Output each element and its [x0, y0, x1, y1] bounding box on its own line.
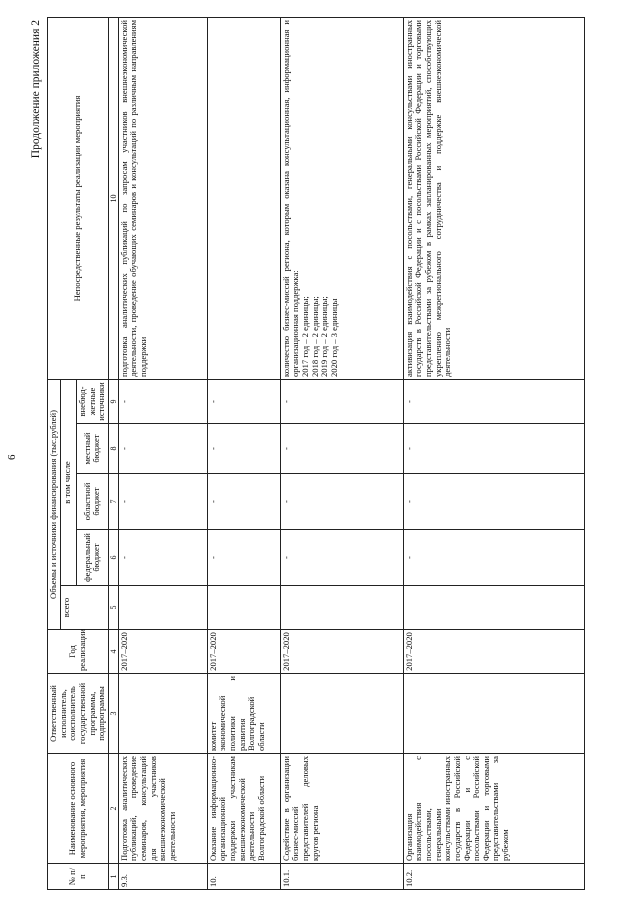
- table-row: [403, 17, 584, 889]
- continuation-title: Продолжение приложения 2: [30, 20, 42, 159]
- row-local: -: [207, 424, 280, 474]
- column-number: 5: [108, 586, 118, 630]
- row-num: 10.2.: [403, 864, 584, 890]
- row-regional: -: [403, 474, 584, 530]
- result-line: 2017 год – 2 единицы;: [300, 296, 310, 377]
- row-federal: -: [118, 530, 207, 586]
- row-federal: -: [207, 530, 280, 586]
- header-funding: Объемы и источники финансирования (тыс.рублей): [48, 379, 61, 629]
- row-year: 2017–2020: [118, 630, 207, 674]
- row-name: Оказание информационно-организационной поддержки участникам внешнеэкономической деятельности Волгоградской области: [207, 754, 280, 864]
- header-responsible: Ответственный исполнитель, соисполнитель государственной программы, подпрограммы: [48, 674, 109, 754]
- row-total: [207, 586, 280, 630]
- result-line: 2020 год – 3 единицы: [328, 298, 339, 377]
- row-extra: -: [403, 379, 584, 423]
- header-results: Непосредственные результаты реализации мероприятия: [48, 17, 109, 379]
- row-result: подготовка аналитических публикаций по запросам участников внешнеэкономической деятельности, проведение обучающих семинаров и консультаций по различным направлениям поддержки: [118, 17, 207, 379]
- header-including: в том числе: [60, 379, 76, 585]
- row-local: -: [118, 424, 207, 474]
- row-result-text: количество бизнес-миссий региона, которым оказана консультационная, информационная и организационная поддержка:: [280, 19, 301, 377]
- result-line: 2018 год – 2 единицы;: [309, 296, 320, 377]
- row-name: Содействие в организации бизнес-миссий представителей деловых кругов региона: [280, 754, 403, 864]
- row-total: [403, 586, 584, 630]
- row-total: [280, 586, 403, 630]
- table-row: [280, 17, 403, 889]
- row-regional: -: [280, 474, 403, 530]
- row-local: -: [280, 424, 403, 474]
- row-year: 2017–2020: [207, 630, 280, 674]
- row-num: 9.3.: [118, 864, 207, 890]
- row-year: 2017–2020: [403, 630, 584, 674]
- column-number: 4: [108, 630, 118, 674]
- row-federal: -: [403, 530, 584, 586]
- row-regional: -: [207, 474, 280, 530]
- row-result: [207, 17, 280, 379]
- row-result: активизация взаимодействия с посольствами, генеральными консульствами иностранных государств в Российской Федерации и с посольствами Российской Федерации и торговыми представительствами за рубежом в рамках запланированных мероприятий, способствующих укреплению межрегионального сотрудничества и поддержке внешнеэкономической деятельности: [403, 17, 584, 379]
- row-extra: -: [207, 379, 280, 423]
- row-local: -: [403, 424, 584, 474]
- header-extra: внебюд-жетные источники: [76, 379, 108, 423]
- page-number: 6: [6, 454, 18, 460]
- header-year: Год реализации: [48, 630, 109, 674]
- header-regional: областной бюджет: [76, 474, 108, 530]
- row-total: [118, 586, 207, 630]
- column-number: 6: [108, 530, 118, 586]
- row-year: 2017–2020: [280, 630, 403, 674]
- header-local: местный бюджет: [76, 424, 108, 474]
- header-total: всего: [60, 586, 108, 630]
- row-responsible: комитет экономической политики и развития Волгоградской области: [207, 674, 280, 754]
- column-number: 9: [108, 379, 118, 423]
- column-number: 1: [108, 864, 118, 890]
- row-extra: -: [118, 379, 207, 423]
- row-extra: -: [280, 379, 403, 423]
- row-num: 10.: [207, 864, 280, 890]
- header-name: Наименование основного мероприятия, мероприятия: [48, 754, 109, 864]
- column-number: 10: [108, 17, 118, 379]
- row-responsible: [403, 674, 584, 754]
- row-name: Организация взаимодействия с посольствами, генеральными консульствами иностранных государств в Российской Федерации и с посольствами Российской Федерации и торговыми представительствами за рубежом: [403, 754, 584, 864]
- column-number: 7: [108, 474, 118, 530]
- row-responsible: [118, 674, 207, 754]
- row-result: [280, 17, 403, 379]
- program-table: [47, 17, 585, 890]
- row-federal: -: [280, 530, 403, 586]
- row-num: 10.1.: [280, 864, 403, 890]
- column-number: 2: [108, 754, 118, 864]
- row-regional: -: [118, 474, 207, 530]
- header-federal: федеральный бюджет: [76, 530, 108, 586]
- row-responsible: [280, 674, 403, 754]
- column-number: 8: [108, 424, 118, 474]
- table-row: [118, 17, 207, 889]
- result-line: 2019 год – 2 единицы;: [319, 296, 330, 377]
- table-row: [207, 17, 280, 889]
- column-numbers-row: [108, 17, 118, 889]
- header-num: № п/п: [48, 864, 109, 890]
- column-number: 3: [108, 674, 118, 754]
- row-name: Подготовка аналитических публикаций, проведение семинаров, консультаций для участников внешнеэкономической деятельности: [118, 754, 207, 864]
